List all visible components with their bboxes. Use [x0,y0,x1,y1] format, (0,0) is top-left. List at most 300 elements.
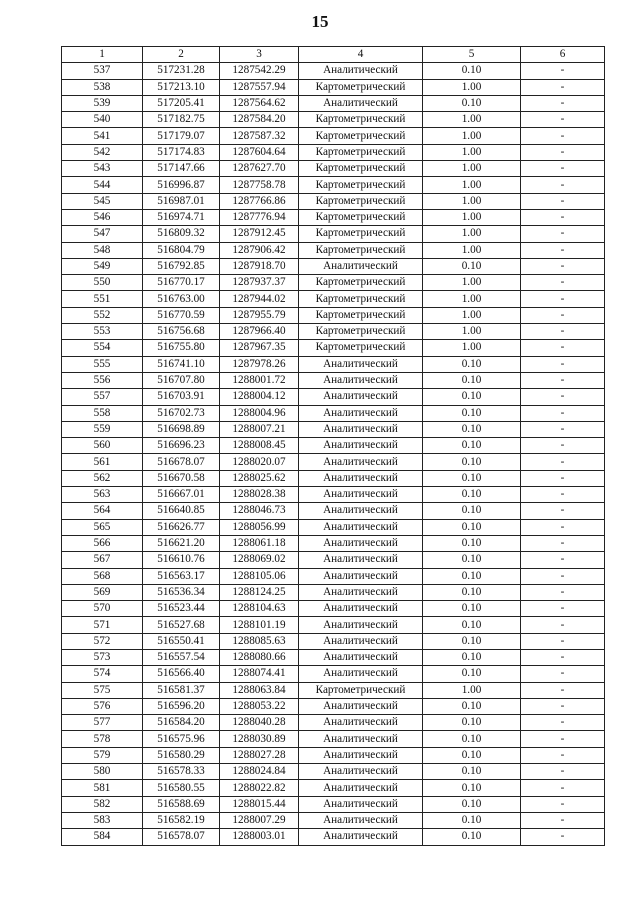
note-cell: - [521,764,605,780]
method-cell: Аналитический [299,535,423,551]
method-cell: Аналитический [299,601,423,617]
x-coordinate-cell: 516596.20 [143,698,220,714]
method-cell: Аналитический [299,633,423,649]
note-cell: - [521,731,605,747]
x-coordinate-cell: 516698.89 [143,421,220,437]
point-number-cell: 564 [62,503,143,519]
x-coordinate-cell: 516667.01 [143,487,220,503]
table-row [62,112,605,128]
method-cell: Картометрический [299,324,423,340]
table-row [62,291,605,307]
y-coordinate-cell: 1288124.25 [220,584,299,600]
x-coordinate-cell: 516670.58 [143,470,220,486]
note-cell: - [521,617,605,633]
accuracy-cell: 0.10 [423,666,521,682]
accuracy-cell: 0.10 [423,584,521,600]
note-cell: - [521,698,605,714]
x-coordinate-cell: 516741.10 [143,356,220,372]
point-number-cell: 555 [62,356,143,372]
point-number-cell: 579 [62,747,143,763]
point-number-cell: 577 [62,715,143,731]
method-cell: Аналитический [299,503,423,519]
x-coordinate-cell: 516626.77 [143,519,220,535]
accuracy-cell: 0.10 [423,747,521,763]
accuracy-cell: 0.10 [423,764,521,780]
method-cell: Аналитический [299,617,423,633]
accuracy-cell: 1.00 [423,324,521,340]
point-number-cell: 580 [62,764,143,780]
accuracy-cell: 1.00 [423,193,521,209]
x-coordinate-cell: 516588.69 [143,796,220,812]
y-coordinate-cell: 1287944.02 [220,291,299,307]
table-row [62,421,605,437]
point-number-cell: 568 [62,568,143,584]
note-cell: - [521,161,605,177]
x-coordinate-cell: 516580.55 [143,780,220,796]
point-number-cell: 540 [62,112,143,128]
method-cell: Картометрический [299,275,423,291]
method-cell: Аналитический [299,421,423,437]
method-cell: Аналитический [299,63,423,79]
x-coordinate-cell: 516575.96 [143,731,220,747]
accuracy-cell: 1.00 [423,209,521,225]
method-cell: Аналитический [299,470,423,486]
method-cell: Аналитический [299,258,423,274]
note-cell: - [521,324,605,340]
accuracy-cell: 0.10 [423,617,521,633]
accuracy-cell: 0.10 [423,535,521,551]
table-row [62,601,605,617]
y-coordinate-cell: 1287937.37 [220,275,299,291]
method-cell: Аналитический [299,519,423,535]
table-row [62,780,605,796]
method-cell: Аналитический [299,829,423,845]
y-coordinate-cell: 1288061.18 [220,535,299,551]
table-row [62,519,605,535]
x-coordinate-cell: 516809.32 [143,226,220,242]
y-coordinate-cell: 1287776.94 [220,209,299,225]
method-cell: Аналитический [299,796,423,812]
method-cell: Аналитический [299,698,423,714]
point-number-cell: 547 [62,226,143,242]
column-header: 5 [423,47,521,63]
accuracy-cell: 1.00 [423,682,521,698]
x-coordinate-cell: 516580.29 [143,747,220,763]
table-row [62,812,605,828]
method-cell: Аналитический [299,731,423,747]
y-coordinate-cell: 1288003.01 [220,829,299,845]
coordinates-table [61,46,605,846]
note-cell: - [521,63,605,79]
method-cell: Картометрический [299,177,423,193]
note-cell: - [521,79,605,95]
table-row [62,258,605,274]
accuracy-cell: 1.00 [423,242,521,258]
accuracy-cell: 1.00 [423,128,521,144]
y-coordinate-cell: 1288015.44 [220,796,299,812]
point-number-cell: 548 [62,242,143,258]
accuracy-cell: 1.00 [423,161,521,177]
table-row [62,829,605,845]
method-cell: Картометрический [299,161,423,177]
column-header: 1 [62,47,143,63]
x-coordinate-cell: 516678.07 [143,454,220,470]
note-cell: - [521,421,605,437]
x-coordinate-cell: 516582.19 [143,812,220,828]
point-number-cell: 567 [62,552,143,568]
table-row [62,128,605,144]
accuracy-cell: 0.10 [423,470,521,486]
note-cell: - [521,356,605,372]
accuracy-cell: 0.10 [423,780,521,796]
table-row [62,633,605,649]
method-cell: Аналитический [299,552,423,568]
method-cell: Картометрический [299,242,423,258]
method-cell: Картометрический [299,112,423,128]
accuracy-cell: 1.00 [423,79,521,95]
note-cell: - [521,258,605,274]
point-number-cell: 575 [62,682,143,698]
x-coordinate-cell: 516770.59 [143,307,220,323]
method-cell: Аналитический [299,649,423,665]
note-cell: - [521,812,605,828]
table-row [62,405,605,421]
note-cell: - [521,144,605,160]
table-row [62,454,605,470]
accuracy-cell: 0.10 [423,633,521,649]
x-coordinate-cell: 517179.07 [143,128,220,144]
accuracy-cell: 0.10 [423,503,521,519]
note-cell: - [521,454,605,470]
table-row [62,307,605,323]
table-row [62,389,605,405]
note-cell: - [521,438,605,454]
accuracy-cell: 0.10 [423,63,521,79]
y-coordinate-cell: 1287557.94 [220,79,299,95]
x-coordinate-cell: 516756.68 [143,324,220,340]
method-cell: Аналитический [299,438,423,454]
accuracy-cell: 1.00 [423,340,521,356]
table-row [62,552,605,568]
y-coordinate-cell: 1288001.72 [220,372,299,388]
table-row [62,79,605,95]
note-cell: - [521,405,605,421]
x-coordinate-cell: 516640.85 [143,503,220,519]
accuracy-cell: 0.10 [423,405,521,421]
method-cell: Аналитический [299,487,423,503]
accuracy-cell: 0.10 [423,812,521,828]
method-cell: Аналитический [299,747,423,763]
point-number-cell: 541 [62,128,143,144]
point-number-cell: 570 [62,601,143,617]
method-cell: Картометрический [299,209,423,225]
x-coordinate-cell: 516563.17 [143,568,220,584]
accuracy-cell: 1.00 [423,177,521,193]
note-cell: - [521,226,605,242]
method-cell: Аналитический [299,356,423,372]
table-row [62,503,605,519]
point-number-cell: 572 [62,633,143,649]
point-number-cell: 539 [62,95,143,111]
point-number-cell: 561 [62,454,143,470]
method-cell: Картометрический [299,307,423,323]
point-number-cell: 584 [62,829,143,845]
point-number-cell: 581 [62,780,143,796]
point-number-cell: 576 [62,698,143,714]
point-number-cell: 553 [62,324,143,340]
accuracy-cell: 0.10 [423,731,521,747]
y-coordinate-cell: 1287627.70 [220,161,299,177]
y-coordinate-cell: 1287587.32 [220,128,299,144]
y-coordinate-cell: 1288053.22 [220,698,299,714]
point-number-cell: 544 [62,177,143,193]
x-coordinate-cell: 516578.33 [143,764,220,780]
x-coordinate-cell: 516610.76 [143,552,220,568]
note-cell: - [521,552,605,568]
point-number-cell: 545 [62,193,143,209]
y-coordinate-cell: 1288046.73 [220,503,299,519]
note-cell: - [521,519,605,535]
point-number-cell: 549 [62,258,143,274]
x-coordinate-cell: 516755.80 [143,340,220,356]
x-coordinate-cell: 517182.75 [143,112,220,128]
note-cell: - [521,601,605,617]
method-cell: Аналитический [299,568,423,584]
note-cell: - [521,177,605,193]
point-number-cell: 538 [62,79,143,95]
accuracy-cell: 1.00 [423,307,521,323]
y-coordinate-cell: 1288080.66 [220,649,299,665]
x-coordinate-cell: 516527.68 [143,617,220,633]
note-cell: - [521,470,605,486]
table-row [62,470,605,486]
y-coordinate-cell: 1288004.12 [220,389,299,405]
note-cell: - [521,568,605,584]
table-row [62,193,605,209]
x-coordinate-cell: 517174.83 [143,144,220,160]
y-coordinate-cell: 1288028.38 [220,487,299,503]
note-cell: - [521,747,605,763]
table-row [62,275,605,291]
y-coordinate-cell: 1287564.62 [220,95,299,111]
table-row [62,649,605,665]
table-row [62,764,605,780]
y-coordinate-cell: 1287766.86 [220,193,299,209]
method-cell: Аналитический [299,780,423,796]
x-coordinate-cell: 516702.73 [143,405,220,421]
x-coordinate-cell: 516974.71 [143,209,220,225]
x-coordinate-cell: 516763.00 [143,291,220,307]
x-coordinate-cell: 516584.20 [143,715,220,731]
y-coordinate-cell: 1287955.79 [220,307,299,323]
note-cell: - [521,535,605,551]
accuracy-cell: 0.10 [423,372,521,388]
y-coordinate-cell: 1287604.64 [220,144,299,160]
note-cell: - [521,389,605,405]
y-coordinate-cell: 1287584.20 [220,112,299,128]
x-coordinate-cell: 517147.66 [143,161,220,177]
point-number-cell: 554 [62,340,143,356]
accuracy-cell: 0.10 [423,552,521,568]
note-cell: - [521,372,605,388]
point-number-cell: 578 [62,731,143,747]
y-coordinate-cell: 1288007.21 [220,421,299,437]
y-coordinate-cell: 1288101.19 [220,617,299,633]
method-cell: Аналитический [299,666,423,682]
note-cell: - [521,209,605,225]
point-number-cell: 563 [62,487,143,503]
column-header: 3 [220,47,299,63]
point-number-cell: 546 [62,209,143,225]
accuracy-cell: 0.10 [423,487,521,503]
y-coordinate-cell: 1288004.96 [220,405,299,421]
point-number-cell: 573 [62,649,143,665]
table-row [62,242,605,258]
accuracy-cell: 1.00 [423,275,521,291]
accuracy-cell: 0.10 [423,519,521,535]
x-coordinate-cell: 516696.23 [143,438,220,454]
note-cell: - [521,829,605,845]
y-coordinate-cell: 1288056.99 [220,519,299,535]
accuracy-cell: 0.10 [423,601,521,617]
table-row [62,226,605,242]
method-cell: Аналитический [299,95,423,111]
note-cell: - [521,340,605,356]
table-row [62,584,605,600]
table-row [62,535,605,551]
point-number-cell: 557 [62,389,143,405]
note-cell: - [521,633,605,649]
accuracy-cell: 0.10 [423,389,521,405]
y-coordinate-cell: 1288027.28 [220,747,299,763]
y-coordinate-cell: 1288069.02 [220,552,299,568]
y-coordinate-cell: 1287967.35 [220,340,299,356]
y-coordinate-cell: 1287978.26 [220,356,299,372]
accuracy-cell: 0.10 [423,649,521,665]
method-cell: Аналитический [299,764,423,780]
table-header-row [62,47,605,63]
table-row [62,324,605,340]
point-number-cell: 542 [62,144,143,160]
accuracy-cell: 0.10 [423,438,521,454]
method-cell: Картометрический [299,226,423,242]
table-body [62,63,605,845]
accuracy-cell: 0.10 [423,829,521,845]
method-cell: Аналитический [299,454,423,470]
x-coordinate-cell: 516578.07 [143,829,220,845]
x-coordinate-cell: 516987.01 [143,193,220,209]
note-cell: - [521,95,605,111]
note-cell: - [521,796,605,812]
accuracy-cell: 0.10 [423,698,521,714]
method-cell: Аналитический [299,812,423,828]
note-cell: - [521,275,605,291]
method-cell: Картометрический [299,128,423,144]
note-cell: - [521,307,605,323]
point-number-cell: 559 [62,421,143,437]
table-row [62,63,605,79]
x-coordinate-cell: 517213.10 [143,79,220,95]
x-coordinate-cell: 517205.41 [143,95,220,111]
x-coordinate-cell: 516770.17 [143,275,220,291]
point-number-cell: 565 [62,519,143,535]
x-coordinate-cell: 516566.40 [143,666,220,682]
table-row [62,568,605,584]
table-row [62,487,605,503]
column-header: 2 [143,47,220,63]
note-cell: - [521,780,605,796]
accuracy-cell: 1.00 [423,226,521,242]
point-number-cell: 582 [62,796,143,812]
note-cell: - [521,291,605,307]
accuracy-cell: 0.10 [423,421,521,437]
point-number-cell: 560 [62,438,143,454]
accuracy-cell: 1.00 [423,112,521,128]
point-number-cell: 537 [62,63,143,79]
accuracy-cell: 0.10 [423,715,521,731]
y-coordinate-cell: 1287542.29 [220,63,299,79]
y-coordinate-cell: 1288040.28 [220,715,299,731]
y-coordinate-cell: 1288025.62 [220,470,299,486]
y-coordinate-cell: 1287906.42 [220,242,299,258]
method-cell: Аналитический [299,715,423,731]
y-coordinate-cell: 1287918.70 [220,258,299,274]
y-coordinate-cell: 1288008.45 [220,438,299,454]
x-coordinate-cell: 517231.28 [143,63,220,79]
y-coordinate-cell: 1288063.84 [220,682,299,698]
point-number-cell: 569 [62,584,143,600]
method-cell: Картометрический [299,193,423,209]
method-cell: Аналитический [299,405,423,421]
x-coordinate-cell: 516523.44 [143,601,220,617]
table-row [62,698,605,714]
method-cell: Аналитический [299,372,423,388]
y-coordinate-cell: 1288007.29 [220,812,299,828]
x-coordinate-cell: 516557.54 [143,649,220,665]
note-cell: - [521,666,605,682]
x-coordinate-cell: 516703.91 [143,389,220,405]
y-coordinate-cell: 1287912.45 [220,226,299,242]
table-row [62,95,605,111]
point-number-cell: 551 [62,291,143,307]
table-row [62,666,605,682]
accuracy-cell: 0.10 [423,568,521,584]
accuracy-cell: 0.10 [423,454,521,470]
x-coordinate-cell: 516581.37 [143,682,220,698]
note-cell: - [521,193,605,209]
point-number-cell: 571 [62,617,143,633]
table-row [62,731,605,747]
table-row [62,209,605,225]
point-number-cell: 550 [62,275,143,291]
y-coordinate-cell: 1287966.40 [220,324,299,340]
column-header: 6 [521,47,605,63]
method-cell: Картометрический [299,291,423,307]
point-number-cell: 543 [62,161,143,177]
table-row [62,682,605,698]
page-number: 15 [311,12,329,31]
table-row [62,177,605,193]
table-row [62,747,605,763]
method-cell: Аналитический [299,584,423,600]
point-number-cell: 583 [62,812,143,828]
method-cell: Картометрический [299,79,423,95]
table-row [62,617,605,633]
y-coordinate-cell: 1288104.63 [220,601,299,617]
x-coordinate-cell: 516996.87 [143,177,220,193]
y-coordinate-cell: 1288085.63 [220,633,299,649]
note-cell: - [521,715,605,731]
